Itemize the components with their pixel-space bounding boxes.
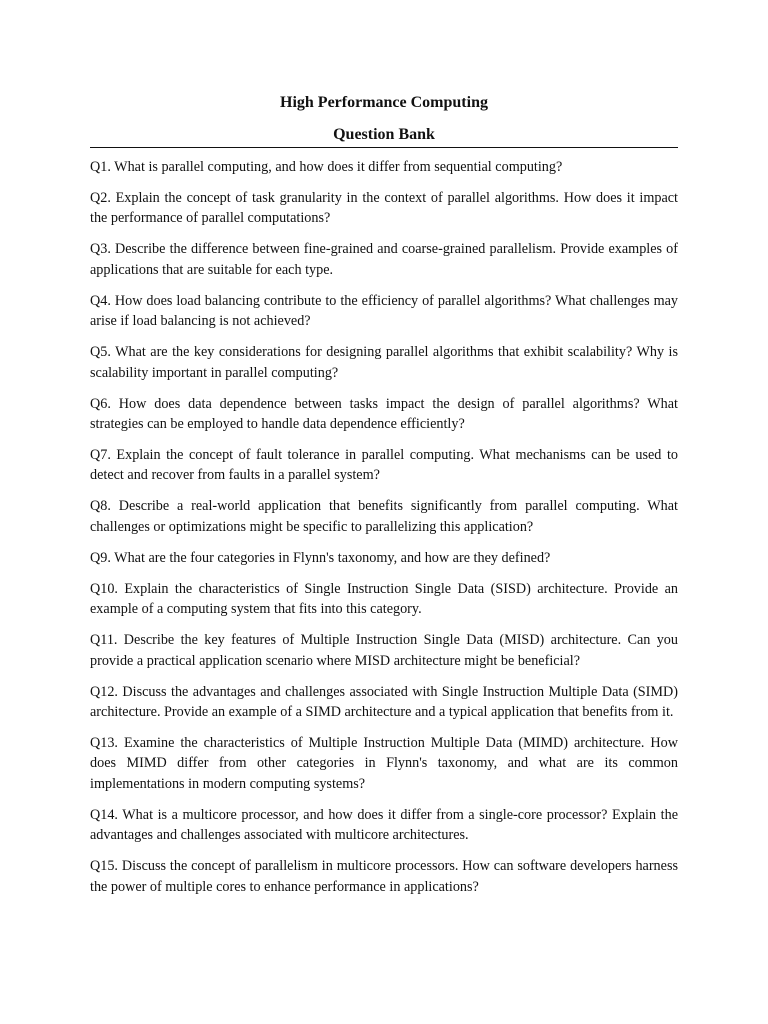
- question-item: Q4. How does load balancing contribute to the efficiency of parallel algorithms? What challenges may arise if load balancing is not achieved?: [90, 292, 678, 330]
- question-item: Q7. Explain the concept of fault tolerance in parallel computing. What mechanisms can be used to detect and recover from faults in a parallel system?: [90, 447, 678, 484]
- question-item: Q9. What are the four categories in Flynn's taxonomy, and how are they defined?: [90, 549, 551, 566]
- question-item: Q1. What is parallel computing, and how does it differ from sequential computing?: [90, 159, 563, 175]
- document-title: High Performance Computing: [280, 94, 488, 111]
- question-item: Q2. Explain the concept of task granularity in the context of parallel algorithms. How does it impact the performance of parallel computations?: [90, 190, 678, 227]
- question-list: [90, 157, 678, 897]
- question-item: Q13. Examine the characteristics of Multiple Instruction Multiple Data (MIMD) architecture. How does MIMD differ from other categories in Flynn's taxonomy, and what are its common implementations in modern computing systems?: [90, 735, 678, 792]
- question-item: Q11. Describe the key features of Multiple Instruction Single Data (MISD) architecture. Can you provide a practical application scenario where MISD architecture might be beneficial?: [90, 632, 678, 669]
- document-subtitle: Question Bank: [90, 124, 678, 148]
- question-item: Q14. What is a multicore processor, and how does it differ from a single-core processor? Explain the advantages and challenges associated with multicore architectures.: [90, 806, 678, 844]
- question-item: Q6. How does data dependence between tasks impact the design of parallel algorithms? What strategies can be employed to handle data dependence efficiently?: [90, 395, 678, 433]
- question-item: Q15. Discuss the concept of parallelism in multicore processors. How can software developers harness the power of multiple cores to enhance performance in applications?: [90, 858, 678, 895]
- question-item: Q3. Describe the difference between fine-grained and coarse-grained parallelism. Provide examples of applications that are suitable for each type.: [90, 241, 678, 278]
- document-page: [90, 92, 678, 908]
- question-item: Q12. Discuss the advantages and challenges associated with Single Instruction Multiple Data (SIMD) architecture. Provide an example of a SIMD architecture and a typical application that benefits from it.: [90, 683, 678, 721]
- question-item: Q8. Describe a real-world application that benefits significantly from parallel computing. What challenges or optimizations might be specific to parallelizing this application?: [90, 498, 678, 535]
- question-item: Q5. What are the key considerations for designing parallel algorithms that exhibit scalability? Why is scalability important in parallel computing?: [90, 344, 678, 381]
- question-item: Q10. Explain the characteristics of Single Instruction Single Data (SISD) architecture. Provide an example of a computing system that fits into this category.: [90, 580, 678, 618]
